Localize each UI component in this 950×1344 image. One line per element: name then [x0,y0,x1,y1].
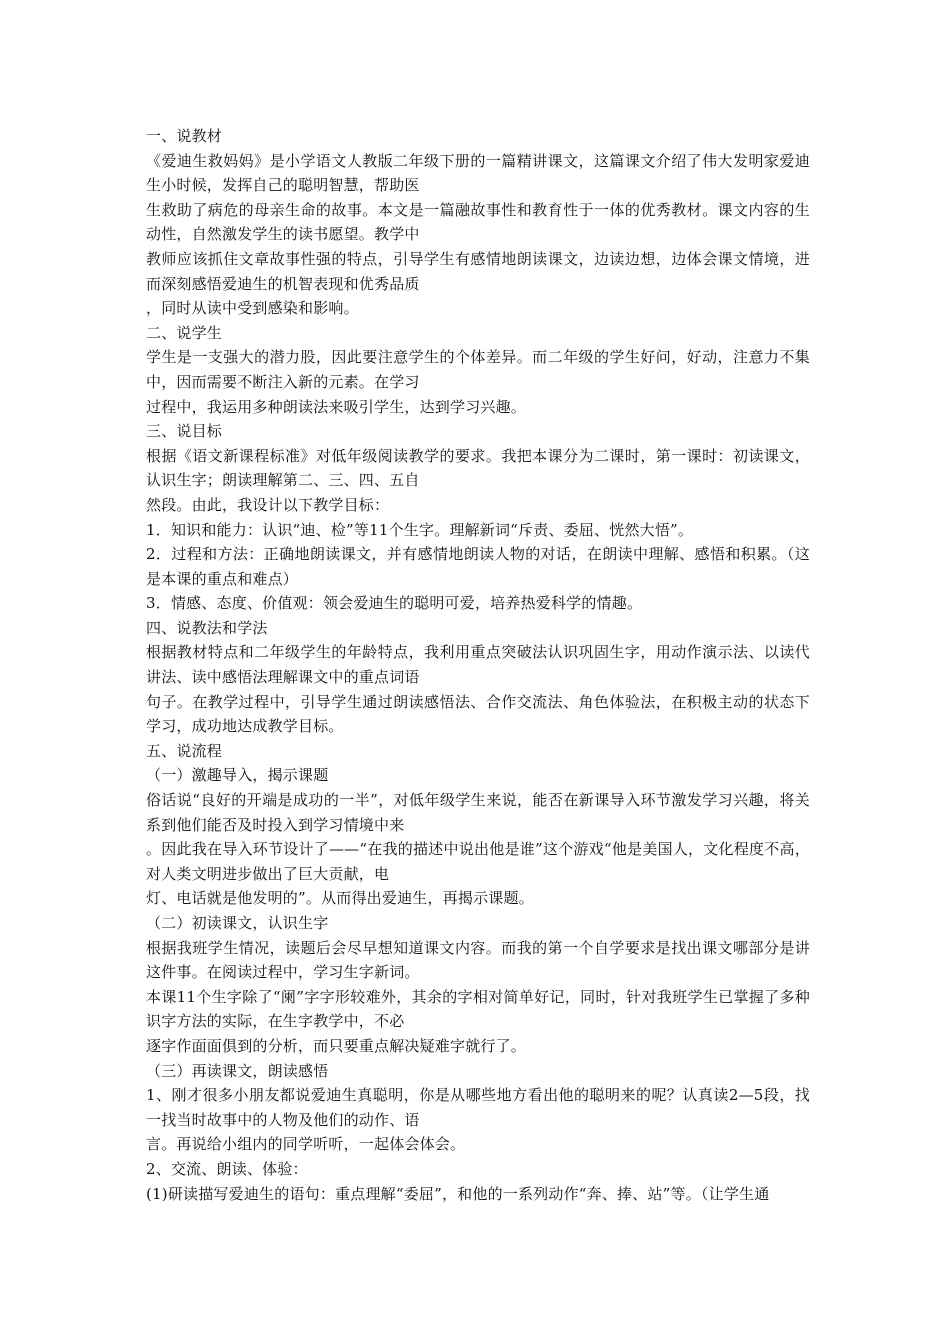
goal-item: 2．过程和方法：正确地朗读课文，并有感情地朗读人物的对话，在朗读中理解、感悟和积累。（这是本课的重点和难点） [146,545,810,588]
paragraph-line: 根据教材特点和二年级学生的年龄特点，我利用重点突破法认识巩固生字，用动作演示法、以读代讲法、读中感悟法理解课文中的重点词语 [146,643,810,687]
paragraph-line: 根据我班学生情况，读题后会尽早想知道课文内容。而我的第一个自学要求是找出课文哪部分是讲这件事。在阅读过程中，学习生字新词。 [146,938,810,982]
heading-methods: 四、说教法和学法 [146,618,268,637]
subheading: （一）激趣导入，揭示课题 [146,766,329,785]
paragraph-line: 然段。由此，我设计以下教学目标： [146,495,390,514]
paragraph-line: 逐字作面面俱到的分析，而只要重点解决疑难字就行了。 [146,1036,527,1055]
heading-textbook: 一、说教材 [146,127,223,145]
paragraph-line: 根据《语文新课程标准》对低年级阅读教学的要求。我把本课分为二课时，第一课时：初读课文，认识生字；朗读理解第二、三、四、五自 [146,446,810,490]
heading-students: 二、说学生 [146,323,223,342]
paragraph-line: 《爱迪生救妈妈》是小学语文人教版二年级下册的一篇精讲课文，这篇课文介绍了伟大发明家爱迪生小时候，发挥自己的聪明智慧，帮助医 [146,151,810,195]
goal-item: 1．知识和能力：认识“迪、检”等11个生字。理解新词“斥责、委屈、恍然大悟”。 [146,520,694,539]
paragraph-line: 学生是一支强大的潜力股，因此要注意学生的个体差异。而二年级的学生好问，好动，注意力不集中，因而需要不断注入新的元素。在学习 [146,348,810,391]
paragraph-line: 灯、电话就是他发明的”。从而得出爱迪生，再揭示课题。 [146,889,534,908]
paragraph-line: 教师应该抓住文章故事性强的特点，引导学生有感情地朗读课文，边读边想，边体会课文情境，进而深刻感悟爱迪生的机智表现和优秀品质 [146,249,810,293]
document-body [146,124,810,1206]
paragraph-line: 1、刚才很多小朋友都说爱迪生真聪明，你是从哪些地方看出他的聪明来的呢？认真读2—5段，找一找当时故事中的人物及他们的动作、语 [146,1086,810,1129]
heading-goals: 三、说目标 [146,422,223,441]
paragraph-line: ，同时从读中受到感染和影响。 [146,299,359,318]
paragraph-line: 俗话说“良好的开端是成功的一半”，对低年级学生来说，能否在新课导入环节激发学习兴趣，将关系到他们能否及时投入到学习情境中来 [146,791,810,834]
paragraph-line: 言。再说给小组内的同学听听，一起体会体会。 [146,1135,466,1154]
paragraph-line: 过程中，我运用多种朗读法来吸引学生，达到学习兴趣。 [146,397,527,416]
paragraph-line: 。因此我在导入环节设计了——“在我的描述中说出他是谁”这个游戏“他是美国人，文化程度不高，对人类文明进步做出了巨大贡献，电 [146,840,810,883]
subheading: （二）初读课文，认识生字 [146,914,329,932]
paragraph-line: 生救助了病危的母亲生命的故事。本文是一篇融故事性和教育性于一体的优秀教材。课文内容的生动性，自然激发学生的读书愿望。教学中 [146,200,810,244]
subheading: （三）再读课文，朗读感悟 [146,1061,329,1080]
paragraph-line: (1)研读描写爱迪生的语句：重点理解“委屈”，和他的一系列动作“奔、捧、站”等。（让学生通 [146,1184,770,1203]
paragraph-line: 句子。在教学过程中，引导学生通过朗读感悟法、合作交流法、角色体验法，在积极主动的状态下学习，成功地达成教学目标。 [146,692,810,736]
heading-process: 五、说流程 [146,741,223,760]
paragraph-line: 本课11个生字除了“阑”字字形较难外，其余的字相对简单好记，同时，针对我班学生已掌握了多种识字方法的实际，在生字教学中，不必 [146,987,810,1031]
paragraph-line: 2、交流、朗读、体验： [146,1159,308,1178]
goal-item: 3．情感、态度、价值观：领会爱迪生的聪明可爱，培养热爱科学的情趣。 [146,594,643,613]
